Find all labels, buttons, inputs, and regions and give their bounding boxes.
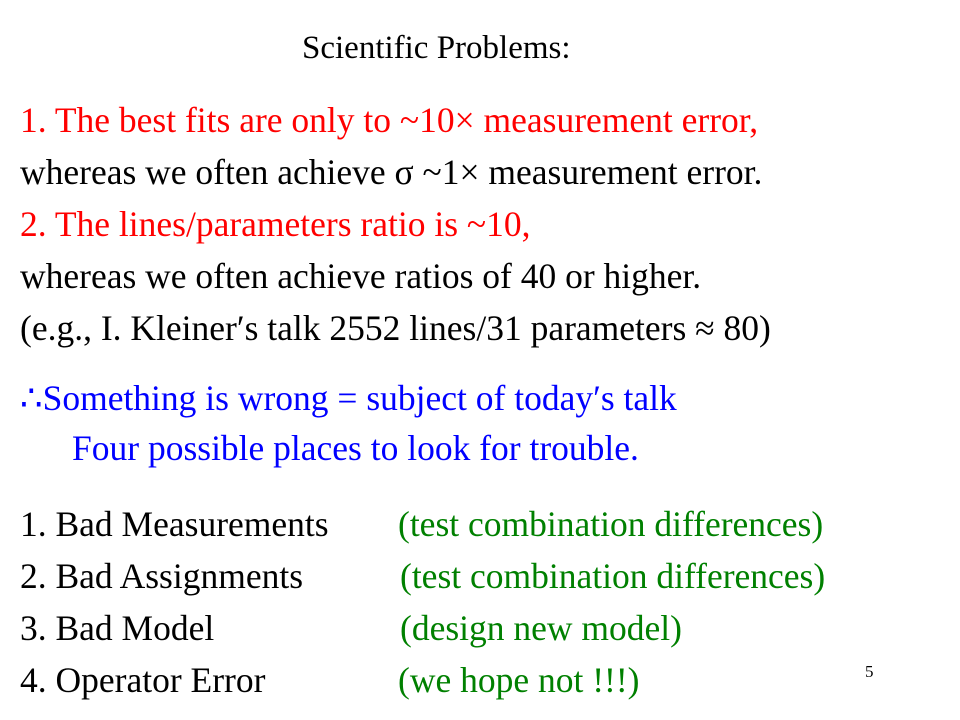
- problem-line-1: 1. The best fits are only to ~10× measurement error,: [20, 100, 759, 140]
- place-label-3: 3. Bad Model: [20, 608, 215, 648]
- conclusion-line-2: Four possible places to look for trouble.: [72, 428, 639, 468]
- slide-title: Scientific Problems:: [302, 30, 571, 66]
- problem-line-4: whereas we often achieve ratios of 40 or higher.: [20, 256, 702, 296]
- problem-line-2: whereas we often achieve σ ~1× measurement error.: [20, 152, 763, 192]
- page-number: 5: [865, 662, 874, 681]
- place-label-1: 1. Bad Measurements: [20, 504, 329, 544]
- problem-line-3: 2. The lines/parameters ratio is ~10,: [20, 204, 531, 244]
- problem-line-5: (e.g., I. Kleiner′s talk 2552 lines/31 parameters ≈ 80): [20, 308, 771, 348]
- place-note-3: (design new model): [400, 608, 682, 648]
- conclusion-line-1: ∴Something is wrong = subject of today′s talk: [20, 378, 677, 418]
- place-label-2: 2. Bad Assignments: [20, 556, 304, 596]
- place-note-4: (we hope not !!!): [398, 660, 640, 700]
- place-note-1: (test combination differences): [398, 504, 824, 544]
- place-note-2: (test combination differences): [400, 556, 826, 596]
- place-label-4: 4. Operator Error: [20, 660, 266, 700]
